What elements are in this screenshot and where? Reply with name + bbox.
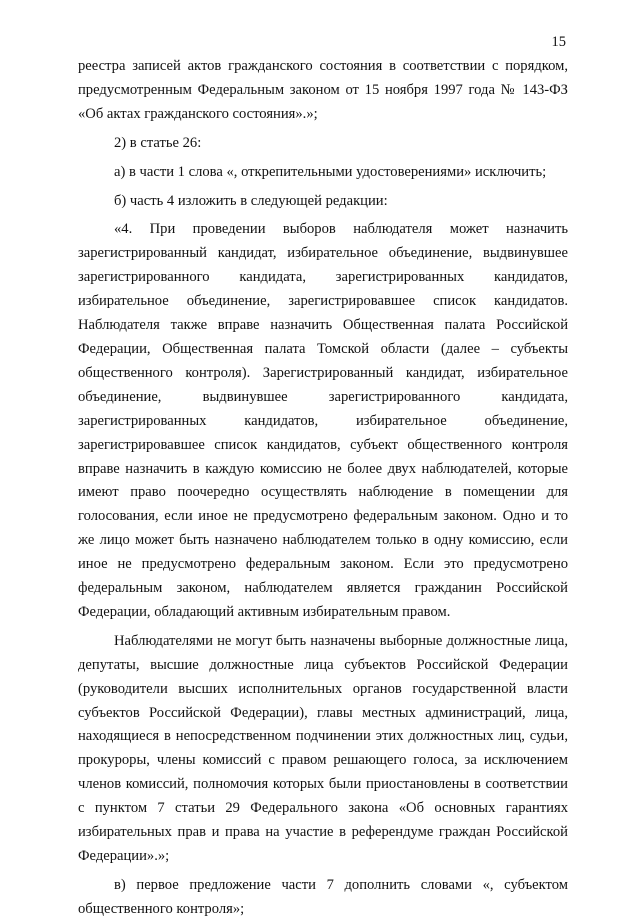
paragraph-registry-continuation: реестра записей актов гражданского состояния в соответствии с порядком, предусмотренным Федеральным законом от 15 ноября 1997 года № 143-ФЗ «Об актах гражданского состояния».»; bbox=[78, 58, 568, 122]
page-number: 15 bbox=[551, 34, 566, 50]
document-body bbox=[78, 55, 568, 922]
paragraph-item-a: а) в части 1 слова «, открепительными удостоверениями» исключить; bbox=[114, 163, 547, 180]
paragraph-article-26: 2) в статье 26: bbox=[114, 134, 202, 151]
paragraph-item-b: б) часть 4 изложить в следующей редакции: bbox=[114, 192, 388, 209]
paragraph-item-v: в) первое предложение части 7 дополнить словами «, субъектом общественного контроля»; bbox=[78, 876, 568, 917]
paragraph-observer-restrictions: Наблюдателями не могут быть назначены выборные должностные лица, депутаты, высшие должностные лица субъектов Российской Федерации (руководители высших исполнительных органов государственной власти субъектов Российской Федерации), главы местных администраций, лица, находящиеся в непосредственном подчинении этих должностных лиц, судьи, прокуроры, члены комиссий с правом решающего голоса, за исключением членов комиссий, полномочия которых были приостановлены в соответствии с пунктом 7 статьи 29 Федерального закона «Об основных гарантиях избирательных прав и права на участие в референдуме граждан Российской Федерации».»; bbox=[78, 632, 568, 864]
paragraph-part-4-text: «4. При проведении выборов наблюдателя может назначить зарегистрированный кандидат, избирательное объединение, выдвинувшее зарегистрированного кандидата, зарегистрированных кандидатов, избирательное объединение, зарегистрировавшее список кандидатов. Наблюдателя также вправе назначить Общественная палата Российской Федерации, Общественная палата Томской области (далее – субъекты общественного контроля). Зарегистрированный кандидат, избирательное объединение, выдвинувшее зарегистрированного кандидата, зарегистрированных кандидатов, избирательное объединение, зарегистрировавшее список кандидатов, субъект общественного контроля вправе назначить в каждую комиссию не более двух наблюдателей, которые имеют право поочередно осуществлять наблюдение в помещении для голосования, если иное не предусмотрено федеральным законом. Одно и то же лицо может быть назначено наблюдателем только в одну комиссию, если иное не предусмотрено федеральным законом. Если это предусмотрено федеральным законом, наблюдателем является гражданин Российской Федерации, обладающий активным избирательным правом. bbox=[78, 221, 568, 620]
